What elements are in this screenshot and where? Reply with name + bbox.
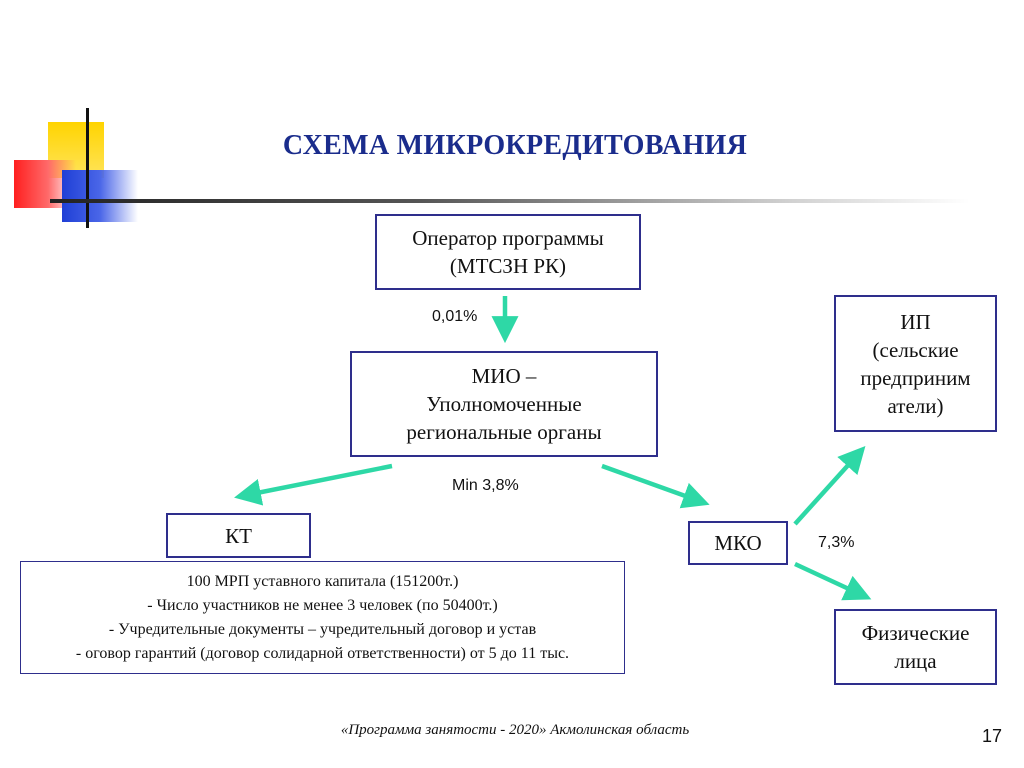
arrow-mio-to-kt xyxy=(242,466,392,496)
node-fiz-label: Физические лица xyxy=(861,621,970,673)
node-ip xyxy=(834,295,997,432)
arrow-mko-to-ip xyxy=(795,452,860,524)
footer-caption: «Программа занятости - 2020» Акмолинская область xyxy=(340,722,690,738)
node-mio-label: МИО – Уполномоченные региональные органы xyxy=(406,364,602,444)
node-ip-label: ИП (сельские предприним атели) xyxy=(860,309,971,418)
node-mio xyxy=(350,351,658,457)
node-operator xyxy=(375,214,641,290)
requirement-line: 100 МРП уставного капитала (151200т.) xyxy=(186,573,459,590)
node-operator-label: Оператор программы (МТСЗН РК) xyxy=(412,226,604,278)
rate-mko-label: 7,3% xyxy=(818,534,855,551)
arrow-mko-to-fiz xyxy=(795,564,864,596)
node-fiz xyxy=(834,609,997,685)
rate-operator-label: 0,01% xyxy=(432,308,478,325)
node-kt-label: КТ xyxy=(225,523,252,548)
node-kt xyxy=(166,513,311,558)
requirements-box xyxy=(20,561,625,674)
node-mko-label: МКО xyxy=(714,531,762,555)
page-number: 17 xyxy=(981,726,1002,746)
slide-title: СХЕМА МИКРОКРЕДИТОВАНИЯ xyxy=(282,130,748,161)
rate-mio-label: Min 3,8% xyxy=(452,477,519,494)
requirement-line: - Учредительные документы – учредительный договор и устав xyxy=(108,621,537,638)
arrow-mio-to-mko xyxy=(602,466,702,502)
requirement-line: - оговор гарантий (договор солидарной ответственности) от 5 до 11 тыс. xyxy=(75,645,570,662)
requirement-line: - Число участников не менее 3 человек (по 50400т.) xyxy=(147,597,498,614)
node-mko xyxy=(688,521,788,565)
